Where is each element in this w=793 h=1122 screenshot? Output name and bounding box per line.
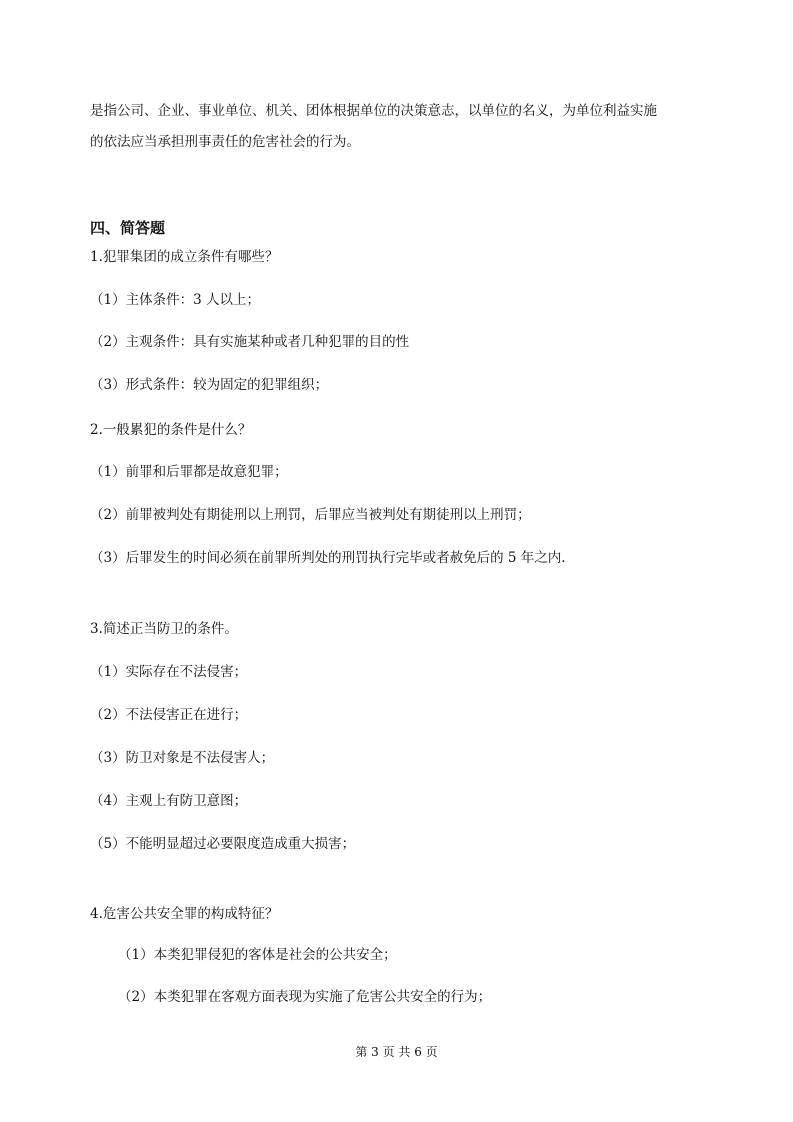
q3-item-1: （1）实际存在不法侵害； — [90, 664, 248, 680]
q3-item-2: （2）不法侵害正在进行； — [90, 707, 248, 723]
question-2: 2.一般累犯的条件是什么？ — [90, 422, 252, 438]
q2-item-1: （1）前罪和后罪都是故意犯罪； — [90, 464, 288, 480]
intro-line-2: 的依法应当承担刑事责任的危害社会的行为。 — [90, 134, 360, 150]
q2-item-3: （3）后罪发生的时间必须在前罪所判处的刑罚执行完毕或者赦免后的 5 年之内. — [90, 550, 566, 566]
q4-item-1: （1）本类犯罪侵犯的客体是社会的公共安全； — [118, 947, 397, 963]
q2-item-2: （2）前罪被判处有期徒刑以上刑罚，后罪应当被判处有期徒刑以上刑罚； — [90, 507, 531, 523]
q3-item-5: （5）不能明显超过必要限度造成重大损害； — [90, 836, 356, 852]
q4-item-2: （2）本类犯罪在客观方面表现为实施了危害公共安全的行为； — [118, 989, 492, 1005]
q1-item-1: （1）主体条件：3 人以上； — [90, 292, 260, 308]
intro-line-1: 是指公司、企业、事业单位、机关、团体根据单位的决策意志，以单位的名义，为单位利益实施 — [90, 103, 657, 119]
question-4: 4.危害公共安全罪的构成特征？ — [90, 906, 279, 922]
q3-item-4: （4）主观上有防卫意图； — [90, 793, 248, 809]
q1-item-2: （2）主观条件：具有实施某种或者几种犯罪的目的性 — [90, 334, 410, 350]
section-title: 四、简答题 — [90, 219, 166, 237]
question-3: 3.简述正当防卫的条件。 — [90, 621, 238, 637]
page-footer: 第 3 页 共 6 页 — [355, 1045, 438, 1059]
q1-item-3: （3）形式条件：较为固定的犯罪组织； — [90, 377, 329, 393]
q3-item-3: （3）防卫对象是不法侵害人； — [90, 750, 275, 766]
question-1: 1.犯罪集团的成立条件有哪些？ — [90, 249, 279, 265]
